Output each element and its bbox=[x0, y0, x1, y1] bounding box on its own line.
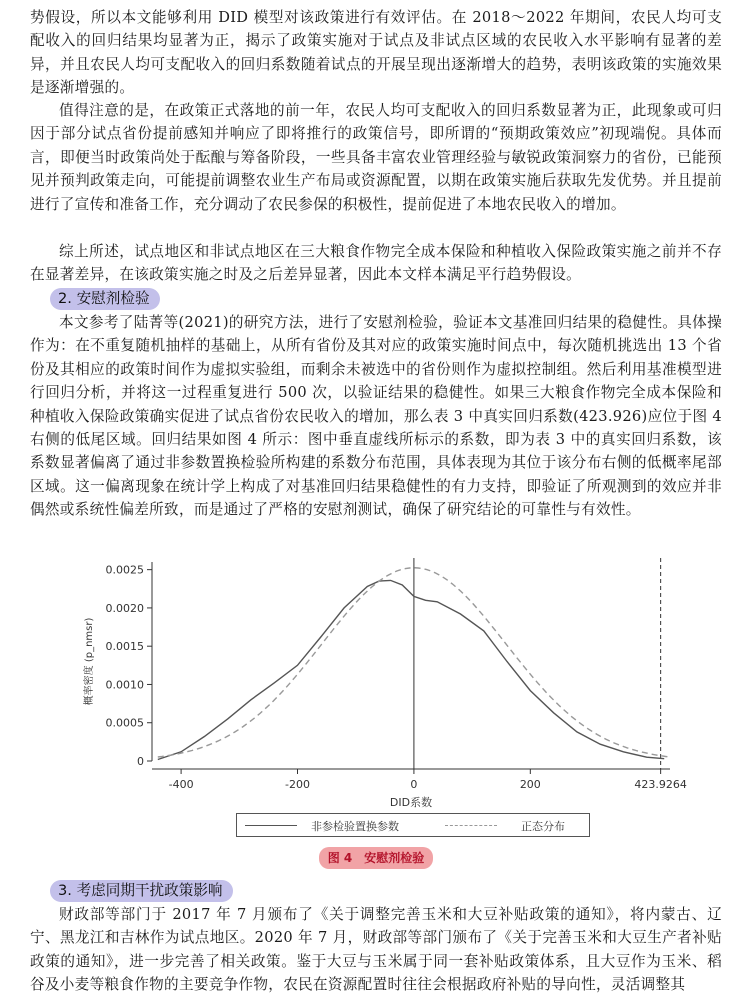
paragraph-summary: 综上所述，试点地区和非试点地区在三大粮食作物完全成本保险和种植收入保险政策实施之前并不存在显著差异，在该政策实施之时及之后差异显著，因此本文样本满足平行趋势假设。 bbox=[30, 243, 722, 284]
placebo-density-chart bbox=[70, 548, 710, 810]
y-tick-label: 0.0010 bbox=[105, 678, 144, 692]
y-tick-label: 0 bbox=[137, 755, 144, 768]
x-tick-label: -400 bbox=[168, 778, 194, 791]
chart-legend bbox=[236, 813, 590, 837]
y-tick-label: 0.0005 bbox=[105, 716, 144, 730]
y-tick-label: 0.0025 bbox=[105, 563, 144, 577]
legend-label-normal: 正态分布 bbox=[521, 820, 565, 833]
paragraph-concurrent-policy: 财政部等部门于 2017 年 7 月颁布了《关于调整完善玉米和大豆补贴政策的通知》，将内蒙古、辽宁、黑龙江和吉林作为试点地区。2020 年 7 月，财政部等部门颁布了《关于完善玉米和大豆生产者补贴政策的通知》，进一步完善了相关政策。鉴于大豆与玉米属于同一套补贴政策体系，且大豆作为玉米、稻谷及小麦等粮食作物的主要竞争作物，农民在资源配置时往往会根据政府补贴的导向性，灵活调整其 bbox=[30, 906, 722, 994]
paragraph-anticipation-effect: 值得注意的是，在政策正式落地的前一年，农民人均可支配收入的回归系数显著为正，此现象或可归因于部分试点省份提前感知并响应了即将推行的政策信号，即所谓的“预期政策效应”初现端倪。具体而言，即便当时政策尚处于酝酿与筹备阶段，一些具备丰富农业管理经验与敏锐政策洞察力的省份，已能预见并预判政策走向，可能提前调整农业生产布局或资源配置，以期在政策实施后获取先发优势。并且提前进行了宣传和准备工作，充分调动了农民参保的积极性，提前促进了本地农民收入的增加。 bbox=[30, 102, 722, 213]
x-tick-label: 200 bbox=[519, 778, 541, 791]
y-tick-label: 0.0020 bbox=[105, 601, 144, 615]
legend-swatch-normal bbox=[445, 825, 497, 826]
legend-label-permutation: 非参检验置换参数 bbox=[311, 820, 399, 833]
x-tick-label: 423.9264 bbox=[634, 778, 687, 791]
y-tick-label: 0.0015 bbox=[105, 640, 144, 654]
x-tick-label: 0 bbox=[410, 778, 418, 791]
section-heading-placebo-test: 2. 安慰剂检验 bbox=[50, 288, 160, 310]
x-axis-title: DID系数 bbox=[389, 796, 433, 809]
x-tick-label: -200 bbox=[285, 778, 310, 791]
figure-caption: 图 4 安慰剂检验 bbox=[319, 847, 433, 869]
section-heading-concurrent-policy: 3. 考虑同期干扰政策影响 bbox=[50, 880, 233, 902]
paragraph-placebo-method: 本文参考了陆菁等(2021)的研究方法，进行了安慰剂检验，验证本文基准回归结果的稳健性。具体操作为：在不重复随机抽样的基础上，从所有省份及其对应的政策实施时间点中，每次随机挑选出 13 个省份及其相应的政策时间作为虚拟实验组，而剩余未被选中的省份则作为虚拟控制组。然后利用基准模型进行回归分析，并将这一过程重复进行 500 次，以验证结果的稳健性。如果三大粮食作物完全成本保险和种植收入保险政策确实促进了试点省份农民收入的增加，那么表 3 中真实回归系数(423.926)应位于图 4 右侧的低尾区域。回归结果如图 4 所示：图中垂直虚线所标示的系数，即为表 3 中的真实回归系数，该系数显著偏离了通过非参数置换检验所构建的系数分布范围，具体表现为其位于该分布右侧的低概率尾部区域。这一偏离现象在统计学上构成了对基准回归结果稳健性的有力支持，即验证了所观测到的效应并非偶然或系统性偏差所致，而是通过了严格的安慰剂测试，确保了研究结论的可靠性与有效性。 bbox=[30, 314, 722, 519]
legend-swatch-permutation bbox=[245, 825, 297, 826]
y-axis-title: 概率密度 (p_nmsr) bbox=[84, 617, 95, 706]
paragraph-parallel-trend-result: 势假设，所以本文能够利用 DID 模型对该政策进行有效评估。在 2018～2022 年期间，农民人均可支配收入的回归结果均显著为正，揭示了政策实施对于试点及非试点区域的农民收入水平影响有显著的差异，并且农民人均可支配收入的回归系数随着试点的开展呈现出逐渐增大的趋势，表明该政策的实施效果是逐渐增强的。 bbox=[30, 9, 722, 97]
